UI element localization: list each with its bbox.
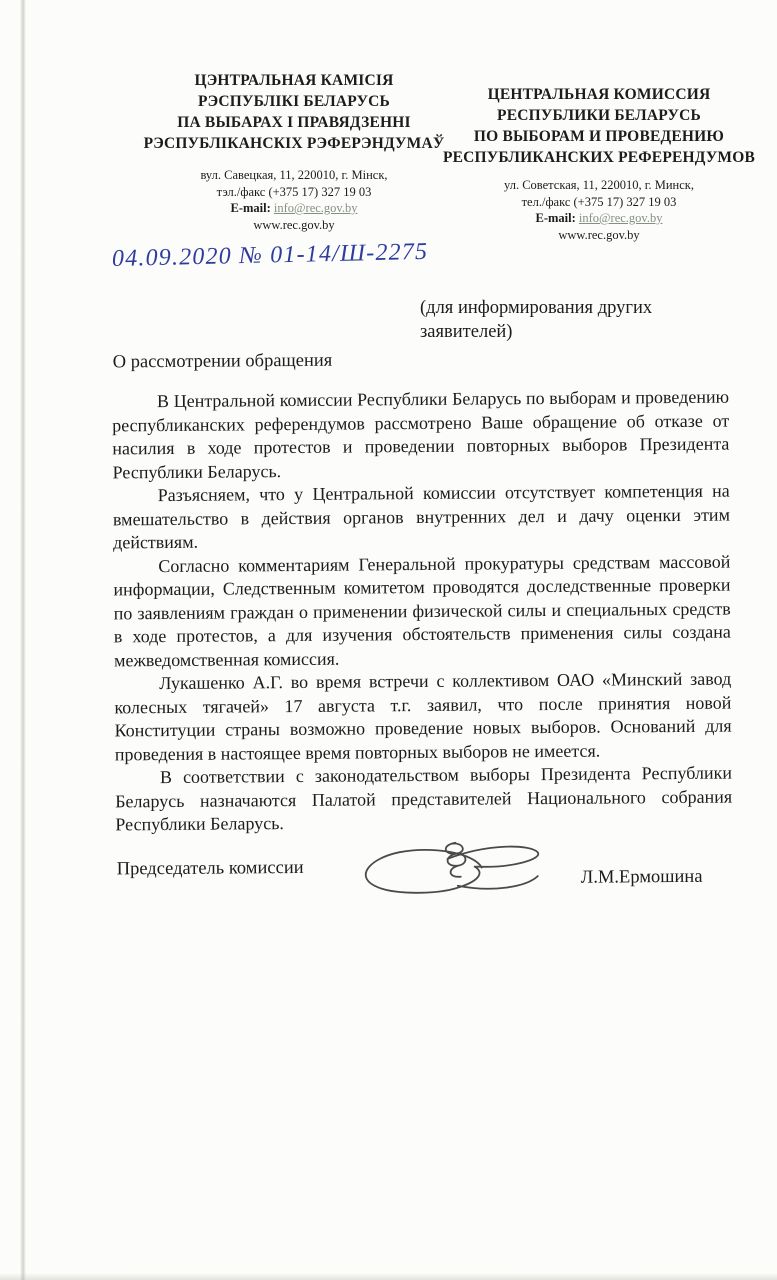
paragraph: В Центральной комиссии Республики Беларусь по выборам и проведению республиканских референдумов рассмотрено Ваше обращение об отказе от насилия в ходе протестов и проведении повторных выборов Президента Республики Беларусь. — [112, 386, 730, 482]
paragraph: В соответствии с законодательством выборы Президента Республики Беларусь назначаются Палатой представителей Национального собрания Республики Беларусь. — [115, 762, 733, 835]
email-link: info@rec.gov.by — [273, 201, 358, 215]
email-link: info@rec.gov.by — [578, 211, 663, 225]
email-label: E-mail: — [535, 211, 576, 225]
recipient-note: (для информирования других заявителей) — [420, 298, 653, 342]
signer-title: Председатель комиссии — [116, 857, 304, 880]
paragraph: Лукашенко А.Г. во время встречи с коллективом ОАО «Минский завод колесных тягачей» 17 августа т.г. заявил, что после принятия новой Конституции страны возможно проведение новых выборов. Оснований для проведения в настоящее время повторных выборов не имеется. — [114, 668, 732, 764]
org-title-line: РЭСПУБЛІКАНСКІХ РЭФЕРЭНДУМАЎ — [143, 135, 445, 152]
org-title-line: ЦЭНТРАЛЬНАЯ КАМІСІЯ — [194, 72, 394, 89]
handwritten-signature — [342, 836, 544, 898]
paragraph: Согласно комментариям Генеральной прокуратуры средствам массовой информации, Следственным комитетом проводятся доследственные проверки по заявлениям граждан о применении физической силы и специальных средств в ходе протестов, а для изучения обстоятельств применения силы создана межведомственная комиссия. — [113, 551, 731, 670]
org-title-line: ПО ВЫБОРАМ И ПРОВЕДЕНИЮ — [473, 128, 725, 145]
address-phone: тэл./факс (+375 17) 327 19 03 — [216, 184, 372, 199]
address-street: вул. Савецкая, 11, 220010, г. Мінск, — [200, 168, 388, 182]
website-text: www.rec.gov.by — [558, 227, 640, 242]
subject-line: О рассмотрении обращения — [112, 350, 333, 373]
address-street: ул. Советская, 11, 220010, г. Минск, — [504, 178, 694, 192]
website-text: www.rec.gov.by — [253, 217, 335, 232]
letter-body — [112, 386, 732, 837]
email-label: E-mail: — [230, 201, 271, 215]
signature-block — [116, 833, 721, 908]
org-title-line: ЦЕНТРАЛЬНАЯ КОМИССИЯ — [487, 86, 711, 103]
org-title-line: РЭСПУБЛІКІ БЕЛАРУСЬ — [197, 93, 391, 110]
paragraph: Разъясняем, что у Центральной комиссии отсутствует компетенция на вмешательство в действия органов внутренних дел и дачу оценки этим действиям. — [112, 480, 730, 553]
org-title-line: РЕСПУБЛИКАНСКИХ РЕФЕРЕНДУМОВ — [442, 149, 756, 166]
signer-name: Л.М.Ермошина — [580, 866, 703, 888]
address-phone: тел./факс (+375 17) 327 19 03 — [521, 194, 677, 209]
handwritten-reference-number: 04.09.2020 № 01-14/Ш-2275 — [111, 238, 429, 272]
org-title-line: ПА ВЫБАРАХ І ПРАВЯДЗЕННІ — [177, 114, 411, 131]
org-title-line: РЕСПУБЛИКИ БЕЛАРУСЬ — [497, 107, 701, 124]
